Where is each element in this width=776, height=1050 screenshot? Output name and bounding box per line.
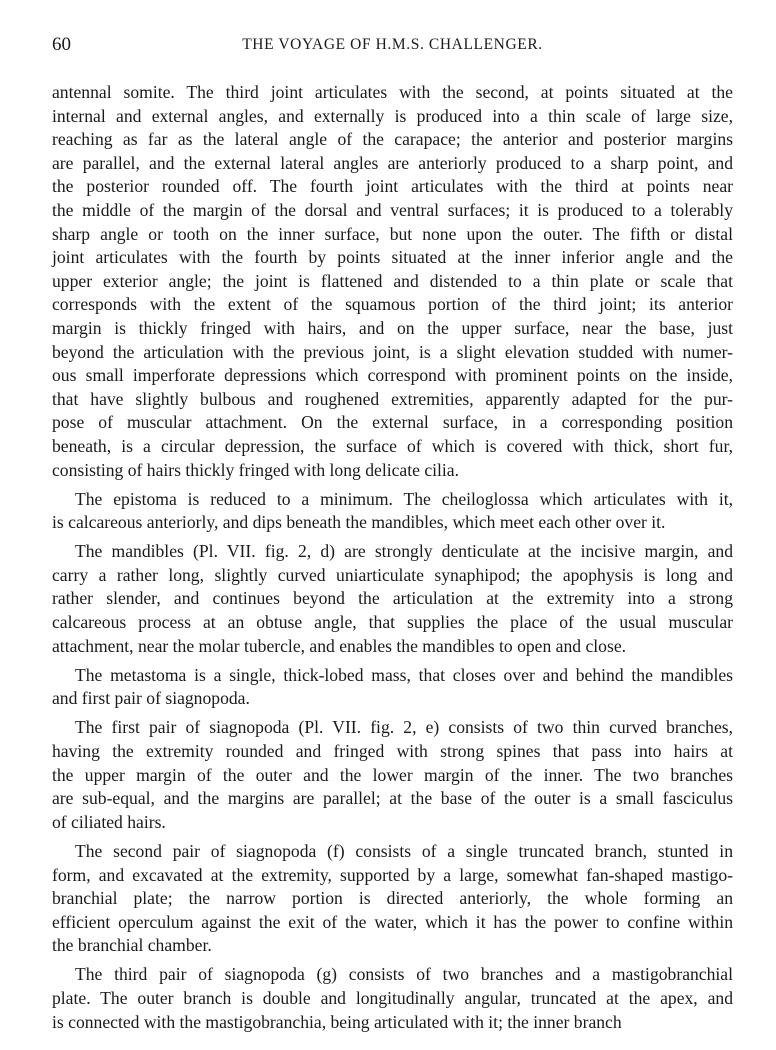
text-line: attachment, near the molar tubercle, and enables the mandibles to open and close. [52,635,627,656]
page-header [52,34,733,58]
paragraph [52,488,733,535]
text-line: and first pair of siagnopoda. [52,688,250,709]
paragraph [52,664,733,711]
text-line: margin is thickly fringed with hairs, and on the upper surface, near the base, just [52,317,733,338]
text-line: corresponds with the extent of the squamous portion of the third joint; its anterior [52,294,733,315]
text-line: calcareous process at an obtuse angle, that supplies the place of the usual muscular [52,612,733,633]
text-line: beneath, is a circular depression, the surface of which is covered with thick, short fur, [52,435,733,456]
text-line: the middle of the margin of the dorsal and ventral surfaces; it is produced to a tolerably [52,199,733,220]
text-line: internal and external angles, and externally is produced into a thin scale of large size, [52,105,733,126]
text-line: reaching as far as the lateral angle of the carapace; the anterior and posterior margins [52,129,733,150]
text-line: is calcareous anteriorly, and dips beneath the mandibles, which meet each other over it. [52,512,666,533]
text-line: form, and excavated at the extremity, supported by a large, somewhat fan-shaped mastigo- [52,864,733,885]
body-text [52,81,733,1040]
text-line: consisting of hairs thickly fringed with long delicate cilia. [52,459,460,480]
text-line: The first pair of siagnopoda (Pl. VII. fig. 2, e) consists of two thin curved branches, [75,717,733,738]
text-line: the branchial chamber. [52,935,212,956]
text-line: The second pair of siagnopoda (f) consists of a single truncated branch, stunted in [75,840,733,861]
text-line: the upper margin of the outer and the lower margin of the inner. The two branches [52,764,733,785]
text-line: plate. The outer branch is double and longitudinally angular, truncated at the apex, and [52,987,733,1008]
text-line: having the extremity rounded and fringed with strong spines that pass into hairs at [52,741,733,762]
text-line: that have slightly bulbous and roughened extremities, apparently adapted for the pur- [52,388,733,409]
text-line: The third pair of siagnopoda (g) consists of two branches and a mastigobranchial [75,964,733,985]
paragraph [52,840,733,958]
text-line: is connected with the mastigobranchia, being articulated with it; the inner branch [52,1011,622,1032]
text-line: branchial plate; the narrow portion is directed anteriorly, the whole forming an [52,888,733,909]
text-line: rather slender, and continues beyond the articulation at the extremity into a strong [52,588,733,609]
paragraph [52,963,733,1034]
text-line: are sub-equal, and the margins are parallel; at the base of the outer is a small fasciculus [52,788,733,809]
text-line: the posterior rounded off. The fourth joint articulates with the third at points near [52,176,733,197]
text-line: The epistoma is reduced to a minimum. The cheiloglossa which articulates with it, [75,488,733,509]
text-line: sharp angle or tooth on the inner surface, but none upon the outer. The fifth or distal [52,223,733,244]
running-title: THE VOYAGE OF H.M.S. CHALLENGER. [242,36,543,53]
text-line: are parallel, and the external lateral angles are anteriorly produced to a sharp point, and [52,152,733,173]
text-line: efficient operculum against the exit of the water, which it has the power to confine within [52,911,733,932]
paragraph [52,81,733,482]
text-line: joint articulates with the fourth by points situated at the inner inferior angle and the [52,247,733,268]
text-line: The mandibles (Pl. VII. fig. 2, d) are strongly denticulate at the incisive margin, and [75,541,733,562]
text-line: ous small imperforate depressions which correspond with prominent points on the inside, [52,365,733,386]
page-number: 60 [52,34,71,55]
text-line: beyond the articulation with the previous joint, is a slight elevation studded with numer- [52,341,733,362]
paragraph [52,540,733,658]
text-line: upper exterior angle; the joint is flattened and distended to a thin plate or scale that [52,270,733,291]
text-line: pose of muscular attachment. On the external surface, in a corresponding position [52,412,733,433]
paragraph [52,716,733,834]
text-line: carry a rather long, slightly curved uniarticulate synaphipod; the apophysis is long and [52,564,733,585]
text-line: antennal somite. The third joint articulates with the second, at points situated at the [52,82,733,102]
text-line: The metastoma is a single, thick-lobed mass, that closes over and behind the mandibles [75,664,733,685]
text-line: of ciliated hairs. [52,811,166,832]
